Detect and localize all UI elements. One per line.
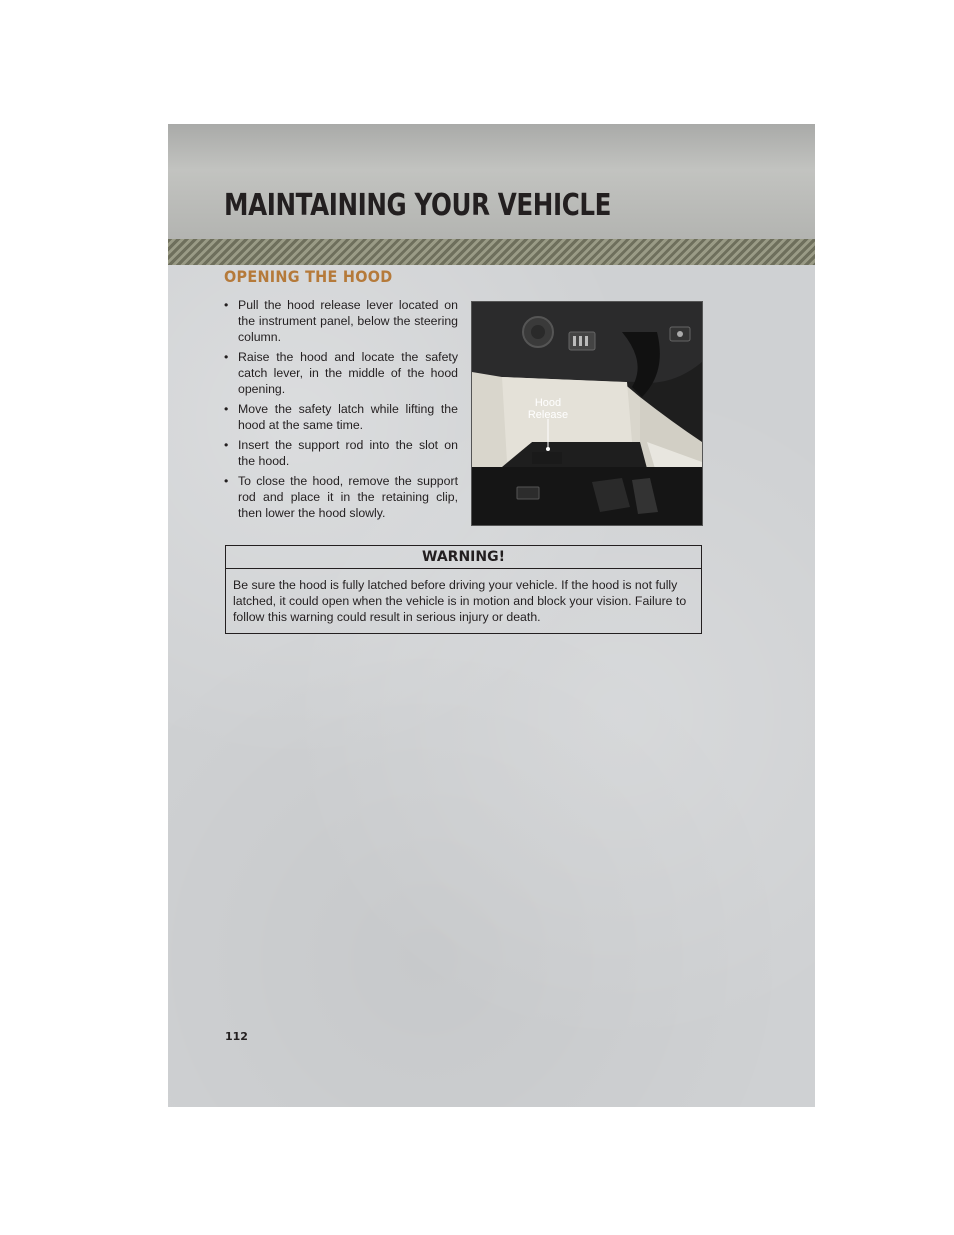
hood-release-photo [471, 301, 703, 526]
section-title: OPENING THE HOOD [224, 267, 393, 286]
list-item: • Move the safety latch while lifting the hood at the same time. [224, 401, 458, 433]
label-line: Hood [534, 397, 562, 409]
instruction-list [224, 297, 458, 525]
warning-box [225, 545, 702, 634]
warning-text: Be sure the hood is fully latched before driving your vehicle. If the hood is not fully latched, it could open when the vehicle is in motion and block your vision. Failure to follow this warning could result in serious injury or death. [233, 578, 687, 624]
label-line: Release [527, 409, 569, 421]
hood-release-label [518, 397, 578, 421]
page-number: 112 [225, 1030, 248, 1043]
warning-heading: WARNING! [226, 546, 701, 569]
dashboard-illustration [472, 302, 702, 525]
header-stripe [168, 239, 815, 265]
list-item: • Raise the hood and locate the safety catch lever, in the middle of the hood opening. [224, 349, 458, 397]
page-title: MAINTAINING YOUR VEHICLE [224, 188, 612, 223]
manual-page [168, 124, 815, 1107]
list-item: • To close the hood, remove the support rod and place it in the retaining clip, then lower the hood slowly. [224, 473, 458, 521]
list-item: • Insert the support rod into the slot on the hood. [224, 437, 458, 469]
list-item: • Pull the hood release lever located on the instrument panel, below the steering column. [224, 297, 458, 345]
